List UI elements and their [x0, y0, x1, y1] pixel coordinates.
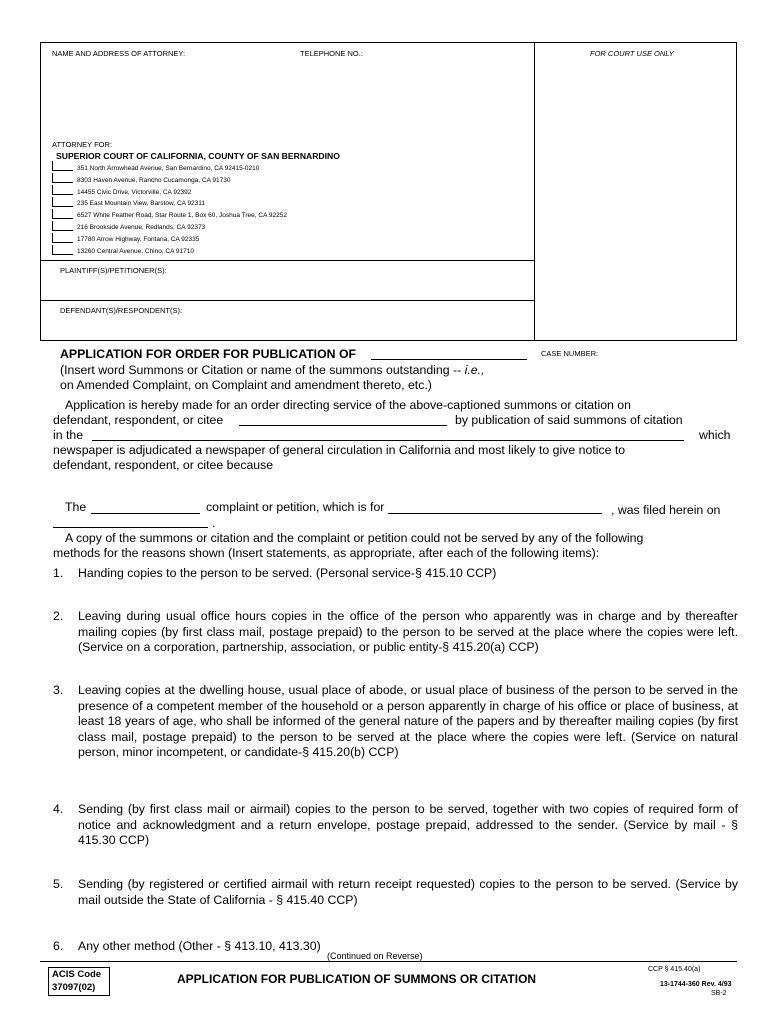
item-number: 1.	[53, 566, 64, 580]
application-para-which: which	[699, 428, 731, 442]
item-text: Sending (by registered or certified airmail with return receipt requested) copies to the person to be served. (Service by mail outside the State of California - § 415.40 CCP)	[78, 877, 738, 907]
continued-note: (Continued on Reverse)	[327, 951, 423, 961]
court-location-checkbox[interactable]	[52, 161, 73, 171]
publication-of-blank[interactable]	[371, 359, 527, 360]
header-left-border	[40, 42, 41, 340]
acis-code-box	[48, 967, 110, 996]
case-number-label: CASE NUMBER:	[541, 349, 599, 358]
court-location-checkbox[interactable]	[52, 245, 73, 255]
application-para-line1: Application is hereby made for an order directing service of the above-captioned summons or citation on	[65, 398, 631, 412]
form-sb-code: SB-2	[711, 990, 727, 997]
form-number: 13-1744-360 Rev. 4/93	[660, 981, 732, 988]
court-location: 13260 Central Avenue, Chino, CA 91710	[77, 248, 194, 255]
header-top-border	[40, 42, 737, 43]
filed-para-complaint: complaint or petition, which is for	[206, 500, 385, 514]
item-number: 6.	[53, 939, 64, 953]
attorney-for-label: ATTORNEY FOR:	[52, 140, 113, 149]
plaintiff-top-border	[40, 260, 534, 261]
footer-form-title: APPLICATION FOR PUBLICATION OF SUMMONS OR CITATION	[177, 972, 537, 986]
item-number: 4.	[53, 802, 64, 816]
methods-para-line1: A copy of the summons or citation and the complaint or petition could not be served by any of the following	[65, 531, 644, 545]
item-number: 3.	[53, 683, 64, 697]
court-use-label: FOR COURT USE ONLY	[590, 49, 674, 58]
court-location-checkbox[interactable]	[52, 173, 73, 183]
item-text: Handing copies to the person to be served. (Personal service-§ 415.10 CCP)	[78, 566, 497, 580]
application-para-in-the: in the	[53, 428, 84, 442]
title-instruction-line1	[60, 363, 484, 377]
defendant-top-border	[40, 300, 534, 301]
footer-rule	[40, 961, 737, 962]
court-location: 6527 White Feather Road, Star Route 1, Box 60, Joshua Tree, CA 92252	[77, 212, 287, 219]
title-instruction-ie: i.e.,	[464, 363, 485, 377]
pleading-type-blank[interactable]	[91, 513, 200, 514]
court-location: 14455 Civic Drive, Victorville, CA 92392	[77, 189, 192, 196]
ccp-reference: CCP § 415.40(a)	[648, 966, 701, 973]
court-location-checkbox[interactable]	[52, 197, 73, 207]
item-text: Sending (by first class mail or airmail) copies to the person to be served, together with two copies of required form of notice and acknowledgment and a return envelope, postage prepaid, addressed to the sender. (Service by mail - § 415.30 CCP)	[78, 802, 738, 848]
header-bottom-border	[40, 340, 737, 341]
item-number: 5.	[53, 877, 64, 891]
header-right-border	[736, 42, 737, 340]
filing-date-blank[interactable]	[53, 527, 208, 528]
attorney-label: NAME AND ADDRESS OF ATTORNEY:	[52, 49, 186, 58]
newspaper-name-blank[interactable]	[92, 440, 684, 441]
methods-para-line2: methods for the reasons shown (Insert statements, as appropriate, after each of the following items):	[53, 546, 600, 560]
court-location: 8303 Haven Avenue, Rancho Cucamonga, CA 91730	[77, 177, 231, 184]
court-location-checkbox[interactable]	[52, 185, 73, 195]
court-location: 17780 Arrow Highway, Fontana, CA 92335	[77, 236, 200, 243]
acis-code-number: 37097(02)	[52, 982, 96, 993]
plaintiff-label: PLAINTIFF(S)/PETITIONER(S):	[60, 266, 167, 275]
title-instruction-text: (Insert word Summons or Citation or name of the summons outstanding --	[60, 363, 465, 377]
item-text: Leaving during usual office hours copies in the office of the person who apparently was in charge and by thereafter mailing copies (by first class mail, postage prepaid) to the person to be served at the place where the copies were left. (Service on a corporation, partnership, association, or public entity-§ 415.20(a) CCP)	[78, 609, 738, 655]
court-location-checkbox[interactable]	[52, 209, 73, 219]
acis-code-label: ACIS Code	[52, 969, 102, 980]
court-location: 235 East Mountain View, Barstow, CA 92311	[77, 200, 206, 207]
application-para-because: defendant, respondent, or citee because	[53, 458, 274, 472]
complaint-purpose-blank[interactable]	[388, 513, 602, 514]
item-number: 2.	[53, 609, 64, 623]
filed-para-the: The	[65, 500, 87, 514]
filed-para-filed-on: , was filed herein on	[611, 503, 721, 517]
item-text: Any other method (Other - § 413.10, 413.30)	[78, 939, 321, 953]
court-use-divider	[534, 42, 535, 340]
court-location: 216 Brookside Avenue, Redlands, CA 92373	[77, 224, 206, 231]
title-instruction-line2: on Amended Complaint, on Complaint and amendment thereto, etc.)	[60, 378, 432, 392]
application-para-newspaper: newspaper is adjudicated a newspaper of general circulation in California and most likely to give notice to	[53, 443, 626, 457]
defendant-label: DEFENDANT(S)/RESPONDENT(S):	[60, 306, 183, 315]
filed-para-period: .	[212, 516, 216, 530]
form-title: APPLICATION FOR ORDER FOR PUBLICATION OF	[60, 347, 357, 361]
court-location-checkbox[interactable]	[52, 233, 73, 243]
court-name: SUPERIOR COURT OF CALIFORNIA, COUNTY OF SAN BERNARDINO	[56, 151, 340, 161]
application-para-publication: by publication of said summons of citation	[455, 413, 683, 427]
court-location: 351 North Arrowhead Avenue, San Bernardino, CA 92415-0210	[77, 165, 260, 172]
application-para-citee: defendant, respondent, or citee	[53, 413, 224, 427]
telephone-label: TELEPHONE NO.:	[300, 49, 363, 58]
item-text: Leaving copies at the dwelling house, usual place of abode, or usual place of business of the person to be served in the presence of a competent member of the household or a person apparently in charge of his office or place of business, at least 18 years of age, who shall be informed of the general nature of the papers and by thereafter mailing copies (by first class mail, postage prepaid) to the person to be served at the place where the copies were left. (Service on natural person, minor incompetent, or candidate-§ 415.20(b) CCP)	[78, 683, 738, 760]
court-location-checkbox[interactable]	[52, 221, 73, 231]
defendant-name-blank[interactable]	[239, 425, 447, 426]
